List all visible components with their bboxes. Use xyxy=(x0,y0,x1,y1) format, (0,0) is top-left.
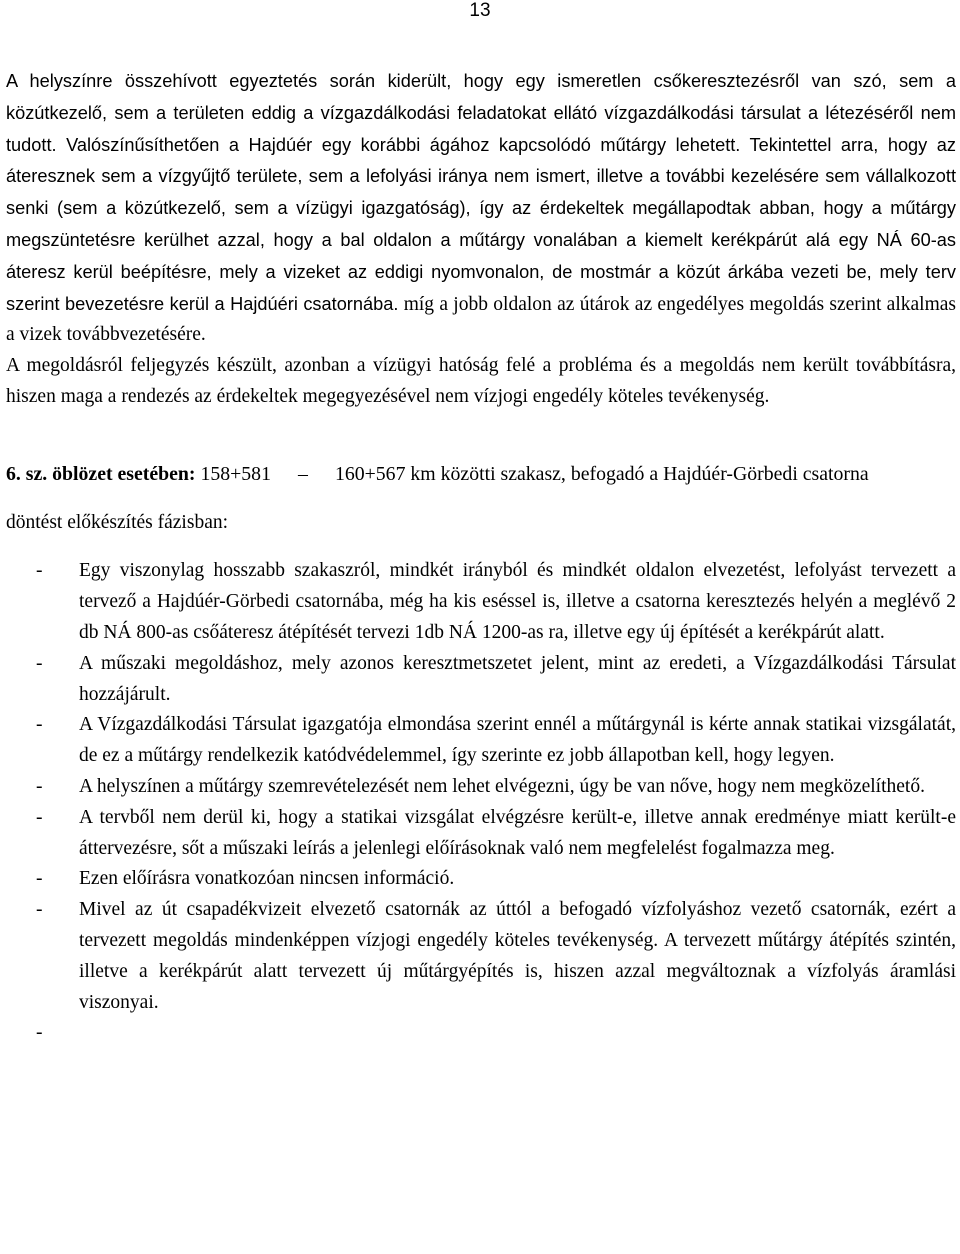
section-range-start: 158+581 xyxy=(200,462,271,485)
section-range-rest: 160+567 km közötti szakasz, befogadó a Hajdúér-Görbedi csatorna xyxy=(334,462,869,485)
paragraph-1-part-a: A helyszínre összehívott egyeztetés során kiderült, hogy egy ismeretlen csőkeresztezésről van szó, sem a közútkezelő, sem a területen eddig a vízgazdálkodási feladatokat ellátó vízgazdálkodási társulat a létezéséről nem tudott. xyxy=(6,71,956,155)
bullet-dash-marker: - xyxy=(36,652,43,674)
section-range-dash: – xyxy=(298,462,308,485)
section-number-label: 6. sz. öblözet esetében: xyxy=(6,462,196,485)
bullet-dash-marker: - xyxy=(36,899,43,921)
bullet-text: A műszaki megoldáshoz, mely azonos keresztmetszetet jelent, mint az eredeti, a Vízgazdálkodási Társulat hozzájárult. xyxy=(79,652,956,705)
paragraph-2: A megoldásról feljegyzés készült, azonban a vízügyi hatóság felé a probléma és a megoldás nem került továbbításra, hiszen maga a rendezés az érdekeltek megegyezésével nem vízjogi engedély köteles tevékenység. xyxy=(6,355,956,407)
bullet-dash-marker: - xyxy=(36,714,43,736)
bullet-text: Mivel az út csapadékvizeit elvezető csatornák az úttól a befogadó vízfolyáshoz vezető csatornák, ezért a tervezett megoldás mindenképpen vízjogi engedély köteles tevékenység. A tervezett műtárgy átépítés szintén, illetve a kerékpárút alatt tervezett új műtárgyépítés is, hiszen azzal megváltoznak a vízfolyás áramlási viszonyai. xyxy=(79,899,956,1013)
bullet-dash-marker: - xyxy=(36,806,43,828)
bullet-item xyxy=(6,649,956,711)
bullet-item xyxy=(6,864,956,895)
bullet-list xyxy=(6,556,956,1044)
page-number: 13 xyxy=(469,0,491,21)
bullet-text: A tervből nem derül ki, hogy a statikai vizsgálat elvégzésre került-e, illetve annak eredménye miatt került-e áttervezésre, sőt a műszaki leírás a jelenlegi előírásoknak való nem megfelelést fogalmazza meg. xyxy=(79,806,956,859)
bullet-text: A Vízgazdálkodási Társulat igazgatója elmondása szerint ennél a műtárgynál is kérte annak statikai vizsgálatát, de ez a műtárgy rendelkezik katódvédelemmel, így szerinte ez jobb állapotban kell, hogy legyen. xyxy=(79,714,956,767)
paragraph-1-part-b: Valószínűsíthetően a Hajdúér egy korábbi ágához kapcsolódó műtárgy lehetett. Tekintettel arra, hogy az áteresznek sem a vízgyűjtő területe, sem a lefolyási iránya nem ismert, illetve a további kezelésére sem vállalkozott senki (sem a közútkezelő, sem a vízügyi igazgatóság), így az érdekeltek megállapodtak abban, hogy a műtárgy megszüntetésre kerülhet azzal, hogy a bal oldalon a műtárgy vonalában a kiemelt kerékpárút alá egy NÁ 60-as áteresz kerül beépítésre, mely a vizeket az eddigi nyomvonalon, de mostmár a közút árkába vezeti be, mely terv szerint bevezetésre kerül a Hajdúéri csatornába. xyxy=(6,134,956,314)
bullet-item xyxy=(6,710,956,772)
bullet-dash-marker: - xyxy=(36,868,43,890)
paragraph-1-part-c: míg a jobb oldalon az útárok az engedélyes megoldás szerint alkalmas a vizek továbbvezetésére. xyxy=(6,293,956,346)
bullet-text: Ezen előírásra vonatkozóan nincsen információ. xyxy=(79,868,455,890)
section-heading xyxy=(6,459,956,490)
phase-label: döntést előkészítés fázisban: xyxy=(6,511,229,533)
spacer xyxy=(6,490,956,508)
bullet-item xyxy=(6,556,956,648)
spacer xyxy=(6,538,956,556)
bullet-text: Egy viszonylag hosszabb szakaszról, mindkét irányból és mindkét oldalon elvezetést, lefolyást tervezett a tervező a Hajdúér-Görbedi csatornába, még ha kis eséssel is, illetve a csatorna keresztezés helyén a meglévő 2 db NÁ 800-as csőáteresz átépítését tervezi 1db NÁ 1200-as ra, illetve egy új építését a kerékpárút alatt. xyxy=(79,560,956,643)
bullet-item xyxy=(6,895,956,1018)
document-body xyxy=(6,66,956,1044)
bullet-dash-marker: - xyxy=(36,560,43,582)
bullet-dash-marker: - xyxy=(36,1022,43,1044)
bullet-text: A helyszínen a műtárgy szemrevételezését nem lehet elvégezni, úgy be van nőve, hogy nem megközelíthető. xyxy=(79,775,925,797)
bullet-dash-marker: - xyxy=(36,775,43,797)
spacer xyxy=(6,413,956,459)
bullet-item xyxy=(6,772,956,803)
bullet-item xyxy=(6,803,956,865)
paragraph-1 xyxy=(6,66,956,351)
